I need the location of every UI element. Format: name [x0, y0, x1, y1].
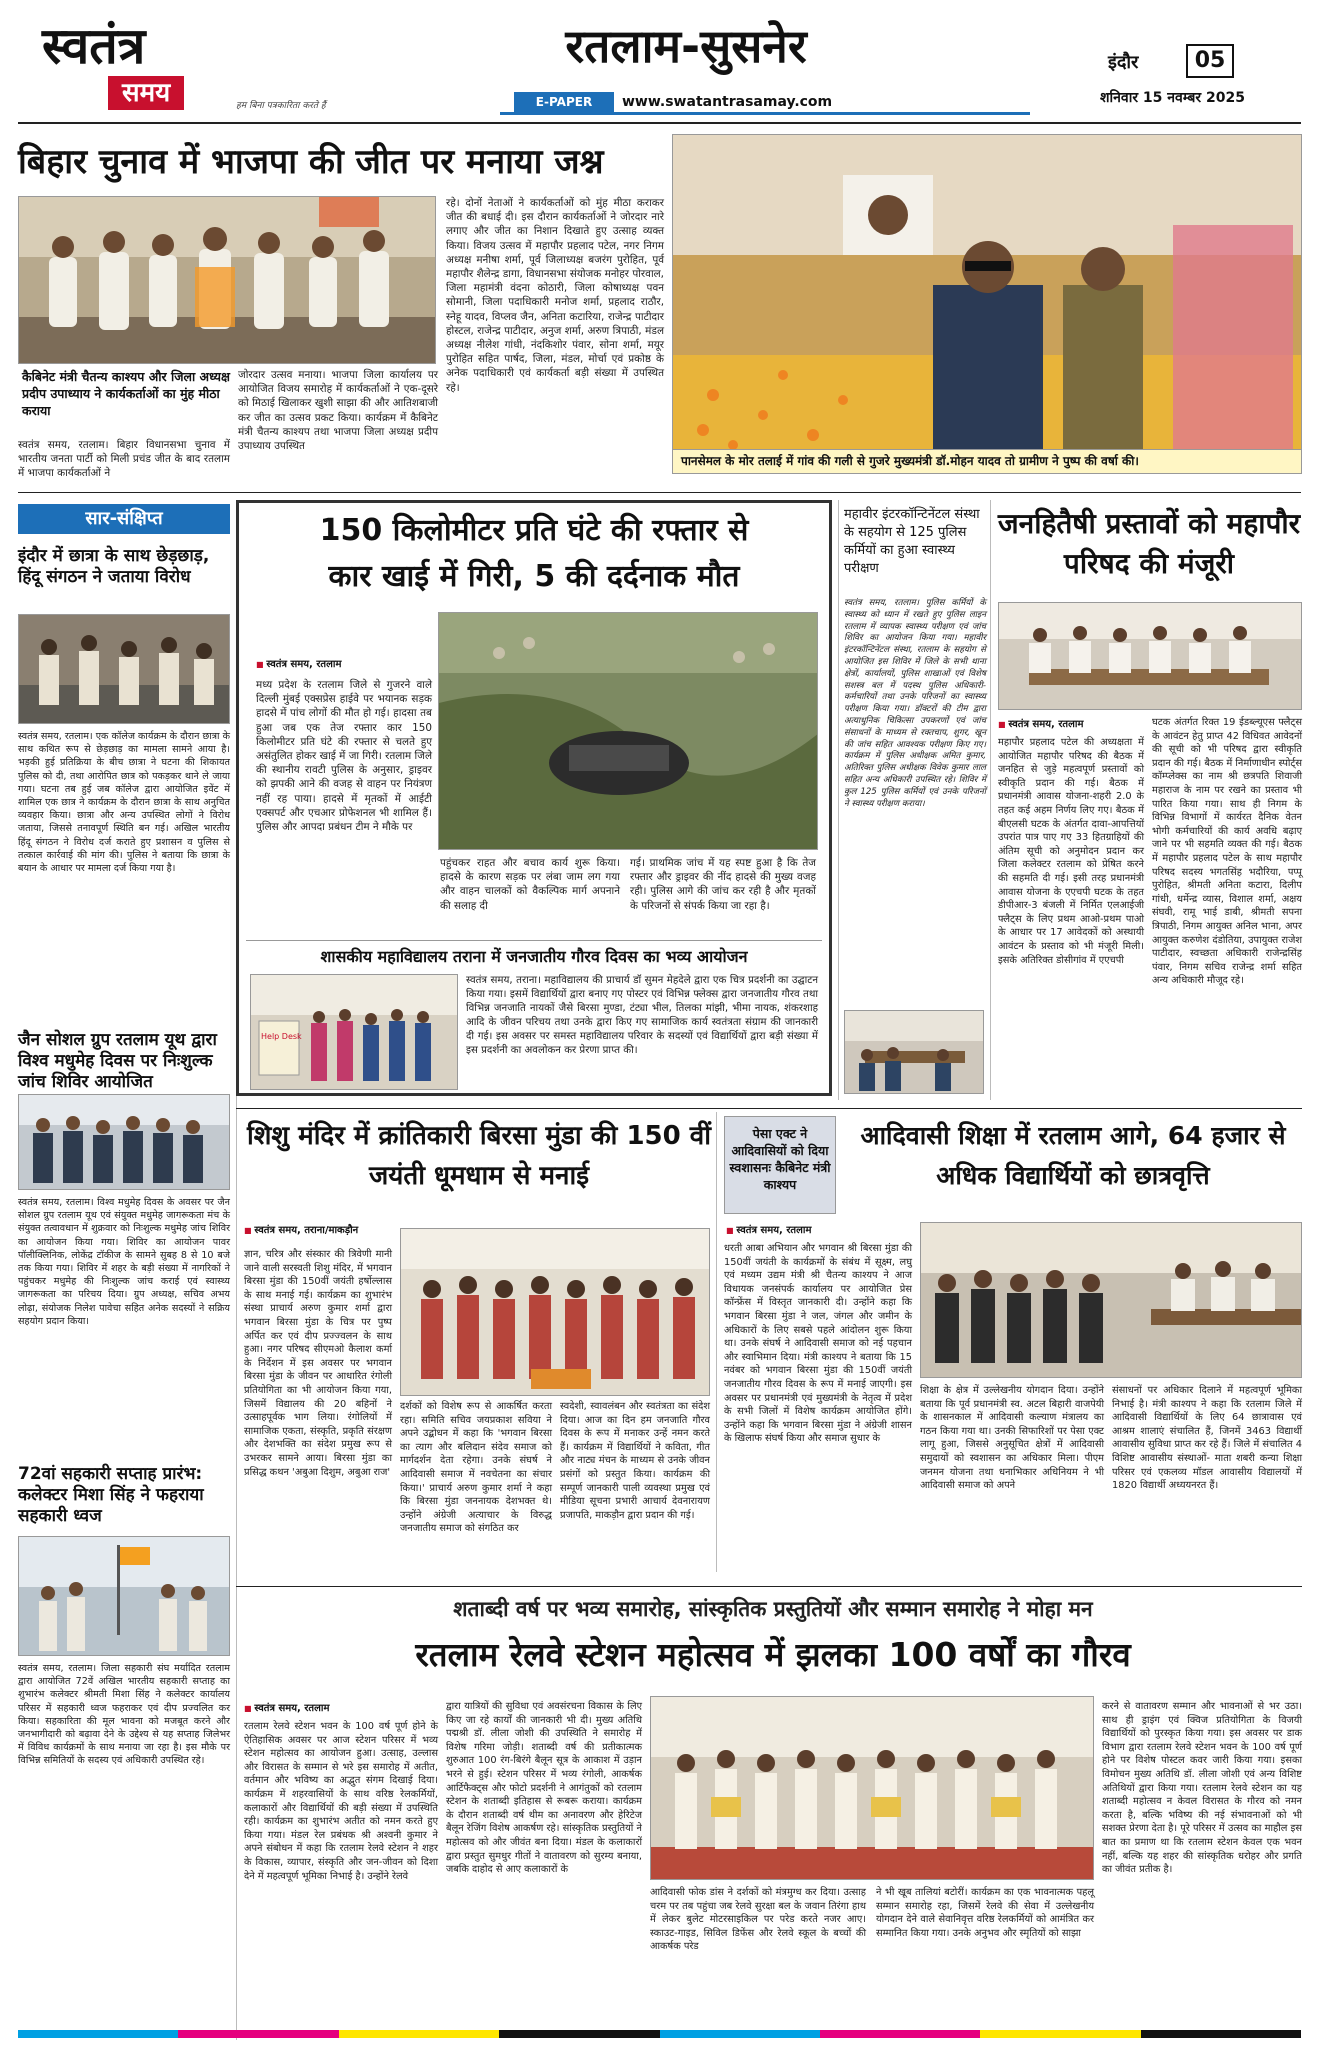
page-number: 05	[1186, 44, 1234, 78]
print-color-strip	[18, 2030, 1301, 2038]
exhibition-image	[251, 975, 458, 1090]
city-label: इंदौर	[1108, 52, 1139, 73]
health-camp-image	[19, 1095, 230, 1190]
mayor-photo	[998, 602, 1302, 710]
scholarship-col2: शिक्षा के क्षेत्र में उल्लेखनीय योगदान दिया। उन्होंने बताया कि पूर्व प्रधानमंत्री स्व. अटल बिहारी वाजपेयी के शासनकाल में आदिवासी कल्याण मंत्रालय का गठन किया गया था। उनकी सिफारिशों पर पेसा एक्ट लागू हुआ, जिससे अनुसूचित क्षेत्रों में आदिवासी समुदायों को स्वशासन का अधिकार मिला। पीएम जनमन योजना तथा धनाभिकार अधिनियम ने भी आदिवासी समाज को अपने	[920, 1385, 1104, 1492]
health-checkup-image	[845, 1011, 984, 1094]
birsa-col1: ज्ञान, चरित्र और संस्कार की त्रिवेणी मानी जाने वाली सरस्वती शिशु मंदिर, में भगवान बिरसा मुंडा की 150वीं जयंती हर्षोल्लास के साथ मनाई गई। कार्यक्रम का शुभारंभ संस्था प्राचार्य अरुण कुमार शर्मा द्वारा भगवान बिरसा मुंडा के चित्र पर पुष्प अर्पित कर एवं दीप प्रज्ज्वलन के साथ हुआ। नगर परिषद सीएमओ कैलाश कर्मा के निर्देशन में इस अवसर पर भगवान बिरसा मुंडा के जीवन पर आधारित रंगोली प्रतियोगिता का भी आयोजन किया गया, जिसमें विद्यालय की 20 बहिनों ने उत्साहपूर्वक भाग लिया। रंगोलियों में सामाजिक एकता, संस्कृति, प्रकृति संरक्षण और देशभक्ति का संदेश प्रमुख रूप से उभरकर सामने आया। बिरसा मुंडा का प्रसिद्ध कथन 'अबुआ दिशुम, अबुआ राज'	[244, 1249, 392, 1478]
website-link[interactable]: www.swatantrasamay.com	[622, 94, 833, 110]
magenta-swatch	[178, 2030, 338, 2038]
cm-flower-shower-image	[673, 135, 1302, 474]
birsa-byline: ■ स्वतंत्र समय, तराना/माकड़ौन	[244, 1222, 358, 1236]
black-swatch-2	[1141, 2030, 1301, 2038]
railway-col2: द्वारा यात्रियों की सुविधा एवं अवसंरचना विकास के लिए किए जा रहे कार्यों की जानकारी भी दी। मुख्य अतिथि पद्मश्री डॉ. लीला जोशी की उपस्थिति ने समारोह में विशेष गरिमा जोड़ी। शताब्दी वर्ष की प्रतीकात्मक शुरुआत 100 रंग-बिरंगे बैलून सूत्र के आकाश में उड़ान भरने से हुई। स्टेशन परिसर में भव्य रंगोली, आकर्षक आर्टिफैक्ट्स और फोटो प्रदर्शनी ने आगंतुकों को रतलाम स्टेशन के शताब्दी इतिहास से रूबरू कराया। कार्यक्रम के दौरान शताब्दी वर्ष थीम का अनावरण और हेरिटेज बैलून रेजिंग विशेष आकर्षण रहे। सांस्कृतिक प्रस्तुतियों ने महोत्सव को और जीवंत बना दिया। मंडल के कलाकारों द्वारा प्रस्तुत सुमधुर गीतों ने वातावरण को सुरम्य बनाया, जबकि दाहोद से आए कलाकारों के	[446, 1701, 642, 1876]
issue-date: शनिवार 15 नवम्बर 2025	[1100, 90, 1245, 106]
tarana-headline: शासकीय महाविद्यालय तराना में जनजातीय गौरव दिवस का भव्य आयोजन	[320, 947, 748, 966]
accident-headline-line1: 150 किलोमीटर प्रति घंटे की रफ्तार से	[319, 513, 749, 548]
cm-photo	[672, 134, 1302, 474]
scholarship-col1: धरती आबा अभियान और भगवान श्री बिरसा मुंडा की 150वीं जयंती के कार्यक्रमों के संबंध में सूक्ष्म, लघु एवं मध्यम उद्यम मंत्री श्री चैतन्य काश्यप ने आज विधायक जनसंपर्क कार्यालय पर आयोजित प्रेस कॉन्फ्रेंस में विस्तृत जानकारी दी। उन्होंने कहा कि भगवान बिरसा मुंडा ने जल, जंगल और जमीन के अधिकारों के लिए सबसे पहले आंदोलन शुरू किया था। उनके संघर्ष ने आदिवासी समाज को नई पहचान और स्वाभिमान दिया। मंत्री काश्यप ने बताया कि 15 नवंबर को भगवान बिरसा मुंडा की 150वीं जयंती जनजातीय गौरव दिवस के रूप में मनाई जाएगी। इस अवसर पर प्रधानमंत्री एवं मुख्यमंत्री के नेतृत्व में प्रदेश के सभी जिलों में विशेष कार्यक्रम आयोजित होंगे। उन्होंने कहा कि भगवान बिरसा मुंडा ने अंग्रेजी शासन के खिलाफ संघर्ष किया और समाज सुधार के	[724, 1243, 912, 1445]
accident-headline-line2: कार खाई में गिरी, 5 की दर्दनाक मौत	[328, 559, 740, 594]
car-in-ditch-image	[439, 613, 818, 850]
railway-col5: करने से वातावरण सम्मान और भावनाओं से भर उठा। साथ ही ड्राइंग एवं क्विज प्रतियोगिता के विजयी विद्यार्थियों को पुरस्कृत किया गया। इस अवसर पर डाक विभाग द्वारा रतलाम रेलवे स्टेशन भवन के 100 वर्ष पूर्ण होने पर विशेष पोस्टल कवर जारी किया गया। इसका विमोचन मुख्य अतिथि डॉ. लीला जोशी एवं अन्य विशिष्ट अतिथियों द्वारा किया गया। रतलाम रेलवे स्टेशन का यह शताब्दी महोत्सव न केवल विरासत के गौरव को नमन करता है, बल्कि भविष्य की नई संभावनाओं को भी सशक्त प्रेरणा देता है। पूरे परिसर में उत्सव का माहौल इस बात का प्रमाण था कि रतलाम स्टेशन केवल एक भवन नहीं, बल्कि यह शहर की सांस्कृतिक धरोहर और प्रगति का जीवंत प्रतीक है।	[1102, 1701, 1302, 1876]
police-body: स्वतंत्र समय, रतलाम। पुलिस कर्मियों के स्वास्थ्य को ध्यान में रखते हुए पुलिस लाइन रतलाम में व्यापक स्वास्थ्य परीक्षण एवं जांच शिविर का आयोजन किया गया। महावीर इंटरकॉन्टिनेंटल संस्था, रतलाम के सहयोग से आयोजित इस शिविर में जिले के सभी थाना क्षेत्रों, कार्यालयों, पुलिस शाखाओं एवं विशेष सशस्त्र बल में पदस्थ पुलिस अधिकारी-कर्मचारियों तथा उनके परिजनों का स्वास्थ्य परीक्षण किया गया। डॉक्टरों की टीम द्वारा अत्याधुनिक चिकित्सा उपकरणों एवं जांच संसाधनों के माध्यम से रक्तचाप, शुगर, खून की जांच सहित आवश्यक परीक्षण किए गए। कार्यक्रम में पुलिस अधीक्षक अमित कुमार, अतिरिक्त पुलिस अधीक्षक विवेक कुमार लाल सहित अन्य अधिकारी उपस्थित रहे। शिविर में कुल 125 पुलिस कर्मियों एवं उनके परिजनों ने स्वास्थ्य परीक्षण कराया।	[844, 598, 986, 809]
sidebar-s2-photo	[18, 1094, 230, 1190]
scholarship-headline: आदिवासी शिक्षा में रतलाम आगे, 64 हजार से अधिक विद्यार्थियों को छात्रवृत्ति	[860, 1121, 1286, 1190]
flag-hoisting-image	[19, 1537, 230, 1656]
students-image	[401, 1229, 710, 1396]
tarana-body: स्वतंत्र समय, तराना। महाविद्यालय की प्राचार्य डॉ सुमन मेहदेले द्वारा एक चित्र प्रदर्शनी का उद्घाटन किया गया। इसमें विद्यार्थियों द्वारा बनाए गए पोस्टर एवं विभिन्न फ्लेक्स द्वारा जनजातीय गौरव तथा विभिन्न जनजाति नायकों जैसे बिरसा मुण्डा, टंट्या भील, तिलका मांझी, भीमा नायक, शंकरशाह आदि के जीवन परिचय तथा उनके द्वारा किए गए सामाजिक कार्य स्वतंत्रता संग्राम की जानकारी दी गई। इस अवसर पर समस्त महाविद्यालय परिवार के सदस्यों एवं विद्यार्थियों द्वारा बड़ी संख्या में इस प्रदर्शनी का अवलोकन कर प्रेरणा प्राप्त की।	[466, 975, 818, 1056]
bihar-col2: जोरदार उत्सव मनाया। भाजपा जिला कार्यालय पर आयोजित विजय समारोह में कार्यकर्ताओं ने एक-दूसरे को मिठाई खिलाकर खुशी साझा की और आतिशबाजी कर जीत का उत्सव प्रकट किया। कार्यक्रम में कैबिनेट मंत्री चैतन्य काश्यप तथा भाजपा जिला अध्यक्ष प्रदीप उपाध्याय उपस्थित	[238, 369, 438, 453]
yellow-swatch	[339, 2030, 499, 2038]
accident-col2: पहुंचकर राहत और बचाव कार्य शुरू किया। हादसे के कारण सड़क पर लंबा जाम लग गया और वाहन चालकों को वैकल्पिक मार्ग अपनाने की सलाह दी	[440, 857, 620, 912]
accident-photo	[438, 612, 818, 850]
press-conference-image	[921, 1223, 1302, 1378]
mayor-headline: जनहितैषी प्रस्तावों को महापौर परिषद की मंजूरी	[997, 507, 1301, 580]
bihar-headline: बिहार चुनाव में भाजपा की जीत पर मनाया जश्न	[18, 142, 604, 182]
police-divider-left	[838, 500, 839, 1100]
black-swatch	[499, 2030, 659, 2038]
masthead-rule	[500, 112, 1030, 115]
epaper-label: E-PAPER	[514, 92, 614, 112]
sidebar-s3-body: स्वतंत्र समय, रतलाम। जिला सहकारी संघ मर्यादित रतलाम द्वारा आयोजित 72वें अखिल भारतीय सहकारी सप्ताह का शुभारंभ कलेक्टर श्रीमती मिशा सिंह ने कलेक्टर कार्यालय परिसर में सहकारी ध्वज फहराकर एवं दीप प्रज्वलित कर किया। सहकारिता की मूल भावना को मजबूत करने और जनभागीदारी को बढ़ावा देने के उद्देश्य से यह सप्ताह जिलेभर में विविध कार्यक्रमों के साथ मनाया जा रहा है। इस मौके पर विभिन्न समितियों के सदस्य एवं अधिकारी उपस्थित रहे।	[18, 1663, 230, 1767]
railway-photo	[650, 1696, 1094, 1880]
railway-headline: रतलाम रेलवे स्टेशन महोत्सव में झलका 100 वर्षों का गौरव	[415, 1635, 1131, 1674]
sidebar-s3-photo	[18, 1536, 230, 1656]
logo-bottom: समय	[108, 76, 184, 110]
birsa-divider	[716, 1112, 717, 1572]
protest-image	[19, 615, 230, 724]
bihar-col1: स्वतंत्र समय, रतलाम। बिहार विधानसभा चुनाव में भारतीय जनता पार्टी को मिली प्रचंड जीत के बाद रतलाम में भाजपा कार्यकर्ताओं ने	[18, 439, 230, 480]
sidebar-s1-headline: इंदौर में छात्रा के साथ छेड़छाड़, हिंदू संगठन ने जताया विरोध	[18, 546, 210, 587]
railway-byline: ■ स्वतंत्र समय, रतलाम	[244, 1700, 329, 1714]
accident-col1: मध्य प्रदेश के रतलाम जिले से गुजरने वाले दिल्ली मुंबई एक्सप्रेस हाईवे पर भयानक सड़क हादसे में पांच लोगों की मौत हो गई। हादसा तब हुआ जब एक तेज रफ्तार कार 150 किलोमीटर प्रति घंटे की रफ्तार से चलते हुए असंतुलित होकर खाई में जा गिरी। रतलाम जिले की स्थानीय रावटी पुलिस के अनुसार, ड्राइवर को झपकी आने की वजह से वाहन पर नियंत्रण नहीं रह पाया। हादसे में मृतकों में आईटी एक्सपर्ट और एचआर प्रोफेशनल भी शामिल हैं। पुलिस और आपदा प्रबंधन टीम ने मौके पर	[256, 679, 432, 834]
help-desk-sign: Help Desk	[261, 1032, 302, 1041]
council-meeting-image	[999, 603, 1302, 710]
mayor-col1: महापौर प्रहलाद पटेल की अध्यक्षता में आयोजित महापौर परिषद की बैठक में जनहित से जुड़े महत्वपूर्ण प्रस्तावों को स्वीकृति प्रदान की गई। बैठक में प्रधानमंत्री आवास योजना-शहरी 2.0 के तहत कई अहम निर्णय लिए गए। बैठक में बीएलसी घटक के अंतर्गत दावा-आपत्तियों उपरांत पात्र पाए गए 33 हितग्राहियों की अंतिम सूची को अनुमोदन प्रदान कर जिला कलेक्टर रतलाम को प्रेषित करने की सहमति दी गई। इसी तरह प्रधानमंत्री आवास योजना के एएचपी घटक के तहत डीपीआर-3 बंजली में निर्मित एलआईजी फ्लैट्स के लिए प्रथम आओ-प्रथम पाओ के आधार पर 17 आवेदकों को अस्थायी आवंटन के प्रस्ताव को भी मंजूरी मिली। इसके अतिरिक्त डोसीगांव में एएचपी	[998, 737, 1144, 966]
police-photo	[844, 1010, 984, 1094]
logo-top: स्वतंत्र	[42, 16, 146, 75]
tagline: हम बिना पत्रकारिता करते हैं	[236, 101, 326, 111]
mayor-byline: ■ स्वतंत्र समय, रतलाम	[998, 716, 1083, 730]
section-rule-2	[236, 1108, 1302, 1109]
magenta-swatch-2	[820, 2030, 980, 2038]
scholarship-byline: ■ स्वतंत्र समय, रतलाम	[726, 1222, 811, 1236]
logo	[38, 16, 218, 112]
masthead-bottom-rule	[18, 122, 1301, 124]
scholarship-col3: संसाधनों पर अधिकार दिलाने में महत्वपूर्ण भूमिका निभाई है। मंत्री काश्यप ने कहा कि रतलाम जिले में आदिवासी विद्यार्थियों के लिए 64 छात्रावास एवं आश्रम शालाएं संचालित हैं, जिनमें 3463 विद्यार्थी आवासीय सुविधा प्राप्त कर रहे हैं। जिले में संचालित 4 विशिष्ट आवासीय संस्थाओं- माता शबरी कन्या शिक्षा परिसर एवं एकलव्य मॉडल आवासीय विद्यालयों में 1820 विद्यार्थी अध्ययनरत हैं।	[1112, 1385, 1302, 1492]
sidebar-s1-photo	[18, 614, 230, 724]
police-headline: महावीर इंटरकॉन्टिनेंटल संस्था के सहयोग से 125 पुलिस कर्मियों का हुआ स्वास्थ्य परीक्षण	[844, 507, 980, 576]
section-rule-1	[18, 492, 1301, 493]
scholarship-photo	[920, 1222, 1302, 1378]
tarana-photo	[250, 974, 458, 1090]
felicitation-ceremony-image	[651, 1697, 1094, 1880]
railway-col3: आदिवासी फोक डांस ने दर्शकों को मंत्रमुग्ध कर दिया। उत्साह चरम पर तब पहुंचा जब रेलवे सुरक्षा बल के जवान तिरंगा हाथ में लेकर बुलेट मोटरसाइकिल पर परेड करते नजर आए। स्काउट-गाइड, सिविल डिफेंस और रेलवे स्कूल के बच्चों की आकर्षक परेड	[650, 1887, 866, 1953]
accident-col3: गई। प्राथमिक जांच में यह स्पष्ट हुआ है कि तेज रफ्तार और ड्राइवर की नींद हादसे की मुख्य वजह रही। पुलिस आगे की जांच कर रही है और मृतकों के परिजनों से संपर्क किया जा रहा है।	[630, 857, 816, 912]
birsa-col3: स्वदेशी, स्वावलंबन और स्वतंत्रता का संदेश दिया। आज का दिन हम जनजाति गौरव दिवस के रूप में मनाकर उन्हें नमन करते हैं। कार्यक्रम में विद्यार्थियों ने कविता, गीत और नाट्य मंचन के माध्यम से उनके जीवन प्रसंगों को प्रस्तुत किया। कार्यक्रम की सम्पूर्ण जानकारी पाली व्यवस्था प्रमुख एवं मीडिया सूचना प्रभारी आचार्य देवनारायण प्रजापति, माकड़ौन द्वारा प्रदान की गई।	[560, 1401, 710, 1521]
bihar-photo	[18, 196, 436, 364]
mayor-col2: घटक अंतर्गत रिक्त 19 ईडब्ल्यूएस फ्लैट्स के आवंटन हेतु प्राप्त 42 विधिवत आवेदनों की सूची को भी परिषद द्वारा स्वीकृति प्रदान की गई। बैठक में निर्माणाधीन स्पोर्ट्स कॉम्प्लेक्स का नाम श्री छत्रपति शिवाजी महाराज के नाम पर रखने का प्रस्ताव भी पारित किया गया। साथ ही निगम के विभिन्न विभागों में कार्यरत दैनिक वेतन भोगी कर्मचारियों की कार्य अवधि बढ़ाए जाने पर भी सहमति व्यक्त की गई। बैठक में महापौर प्रहलाद पटेल के साथ महापौर परिषद सदस्य भगतसिंह भदौरिया, पप्पू पुरोहित, श्रीमती अनिता कटारा, दिलीप गांधी, धर्मेन्द्र व्यास, विशाल शर्मा, अक्षय संघवी, रामू भाई डाबी, श्रीमती सपना त्रिपाठी, निगम आयुक्त अनिल भाना, अपर आयुक्त करुणेश दंडोतिया, उपायुक्त राजेश पाटीदार, स्वच्छता अधिकारी राजेन्द्रसिंह पंवार, निगम सचिव राजेन्द्र शर्मा सहित अन्य अधिकारी मौजूद रहे।	[1152, 717, 1302, 987]
cyan-swatch	[18, 2030, 178, 2038]
birsa-col2: दर्शकों को विशेष रूप से आकर्षित करता रहा। समिति सचिव जयप्रकाश सविया ने अपने उद्बोधन में कहा कि 'भगवान बिरसा का त्याग और बलिदान संदेव समाज को मार्गदर्शन देता रहेगा। उनके संघर्ष ने आदिवासी समाज में नवचेतना का संचार किया।' प्राचार्य अरुण कुमार शर्मा ने कहा कि बिरसा मुंडा जननायक देशभक्त थे। उन्होंने अंग्रेजी अत्याचार के विरुद्ध जनजातीय समाज को संगठित कर	[400, 1401, 552, 1535]
cm-photo-caption: पानसेमल के मोर तलाई में गांव की गली से गुजरे मुख्यमंत्री डॉ.मोहन यादव तो ग्रामीण ने पुष्प की वर्षा की।	[681, 454, 1139, 468]
mayor-divider-left	[990, 500, 991, 1100]
masthead	[0, 0, 1319, 120]
sidebar-title: सार-संक्षिप्त	[18, 504, 230, 534]
accident-byline: ■ स्वतंत्र समय, रतलाम	[256, 656, 341, 670]
birsa-headline: शिशु मंदिर में क्रांतिकारी बिरसा मुंडा की 150 वीं जयंती धूमधाम से मनाई	[247, 1121, 711, 1191]
tarana-rule	[246, 940, 822, 941]
sidebar-s2-body: स्वतंत्र समय, रतलाम। विश्व मधुमेह दिवस के अवसर पर जैन सोशल ग्रुप रतलाम यूथ एवं संयुक्त मधुमेह जागरूकता मंच के संयुक्त तत्वावधान में शुक्रवार को निःशुल्क मधुमेह जांच शिविर का आयोजन किया गया। शिविर का आयोजन पावर पॉलीक्लिनिक, लोकेंद्र टॉकीज के सामने सुबह 8 से 10 बजे तक किया गया। शिविर में शहर के बड़ी संख्या में नागरिकों ने पहुंचकर मधुमेह की निःशुल्क जांच कराई एवं स्वास्थ्य जागरूकता का परिचय दिया। ग्रुप अध्यक्ष, सचिव अभय लोढ़ा, संयोजक निलेश पावेचा सहित अनेक सदस्यों ने सक्रिय सहयोग प्रदान किया।	[18, 1197, 230, 1327]
sidebar-s1-body: स्वतंत्र समय, रतलाम। एक कॉलेज कार्यक्रम के दौरान छात्रा के साथ कथित रूप से छेड़छाड़ का मामला सामने आया है। भड़की हुई प्रतिक्रिया के बीच छात्रा ने घटना की शिकायत पुलिस को दी, तथा आरोपित छात्र को पकड़कर थाने ले जाया गया। घटना तब हुई जब कॉलेज द्वारा आयोजित इवेंट में शामिल एक छात्र ने कार्यक्रम के दौरान छात्रा के साथ अनुचित व्यवहार किया। छात्रा और अन्य उपस्थित लोगों ने विरोध जताया, जिससे तनावपूर्ण स्थिति बन गई। अखिल भारतीय हिंदू संगठन ने विरोध दर्ज कराते हुए प्रशासन व पुलिस से तत्काल कार्रवाई की मांग की। पुलिस ने बताया कि छात्रा के बयान के आधार पर मामला दर्ज किया गया है।	[18, 731, 230, 875]
railway-col4: ने भी खूब तालियां बटोरीं। कार्यक्रम का एक भावनात्मक पहलू सम्मान समारोह रहा, जिसमें रेलवे की सेवा में उल्लेखनीय योगदान देने वाले सेवानिवृत्त वरिष्ठ रेलकर्मियों को आमंत्रित कर सम्मानित किया गया। उनके अनुभव और स्मृतियों को साझा	[876, 1887, 1094, 1939]
sidebar-s3-headline: 72वां सहकारी सप्ताह प्रारंभ: कलेक्टर मिशा सिंह ने फहराया सहकारी ध्वज	[18, 1464, 204, 1526]
birsa-photo	[400, 1228, 710, 1396]
pesa-box: पेसा एक्ट ने आदिवासियों को दिया स्वशासनः कैबिनेट मंत्री काश्यप	[724, 1116, 836, 1214]
edition-title: रतलाम-सुसनेर	[565, 19, 807, 73]
bihar-col3: रहे। दोनों नेताओं ने कार्यकर्ताओं को मुंह मीठा कराकर जीत की बधाई दी। इस दौरान कार्यकर्ताओं ने जोरदार नारे लगाए और जीत का निशान दिखाते हुए उत्साह व्यक्त किया। विजय उत्सव में महापौर प्रहलाद पटेल, नगर निगम अध्यक्ष मनीषा शर्मा, पूर्व जिलाध्यक्ष बजरंग पुरोहित, पूर्व महापौर शैलेन्द्र डागा, विधानसभा संयोजक मनोहर पोरवाल, जिला महामंत्री वंदना कोठारी, जिला कोषाध्यक्ष पवन सोमानी, जिला पदाधिकारी मनोज शर्मा, प्रहलाद राठौर, स्नेहू यादव, विप्लव जैन, अनिता कटारिया, राजेन्द्र पाटीदार होस्टल, राजेन्द्र पाटीदार, अनुज शर्मा, अरुण त्रिपाठी, मंडल अध्यक्ष नीलेश गांधी, नंदकिशोर पंवार, सोना शर्मा, मयूर पुरोहित सहित पार्षद, जिला, मंडल, मोर्चा एवं प्रकोष्ठ के अनेक पदाधिकारी एवं कार्यकर्ता बड़ी संख्या में उपस्थित रहे।	[446, 197, 664, 394]
section-rule-3	[236, 1586, 1302, 1587]
sidebar-s2-headline: जैन सोशल ग्रुप रतलाम यूथ द्वारा विश्व मधुमेह दिवस पर निःशुल्क जांच शिविर आयोजित	[18, 1030, 217, 1092]
bihar-crowd-image	[19, 197, 436, 364]
railway-subhead: शताब्दी वर्ष पर भव्य समारोह, सांस्कृतिक प्रस्तुतियों और सम्मान समारोह ने मोहा मन	[453, 1597, 1093, 1621]
yellow-swatch-2	[980, 2030, 1140, 2038]
cyan-swatch-2	[660, 2030, 820, 2038]
bihar-photo-caption: कैबिनेट मंत्री चैतन्य काश्यप और जिला अध्यक्ष प्रदीप उपाध्याय ने कार्यकर्ताओं का मुंह मीठा कराया	[22, 369, 231, 418]
railway-col1: रतलाम रेलवे स्टेशन भवन के 100 वर्ष पूर्ण होने के ऐतिहासिक अवसर पर आज स्टेशन परिसर में भव्य स्टेशन महोत्सव का आयोजन हुआ। उत्साह, उल्लास और विरासत के सम्मान से भरे इस समारोह में अतीत, वर्तमान और भविष्य का अद्भुत संगम दिखाई दिया। कार्यक्रम में शहरवासियों के साथ वरिष्ठ रेलकर्मियों, कलाकारों और विद्यार्थियों की बड़ी संख्या में उपस्थिति रही। कार्यक्रम का शुभारंभ अतीत को नमन करते हुए किया गया। मंडल रेल प्रबंधक श्री अश्वनी कुमार ने अपने संबोधन में कहा कि रतलाम रेलवे स्टेशन ने शहर के विकास, व्यापार, संस्कृति और जन-जीवन को दिशा देने में महत्वपूर्ण भूमिका निभाई है। उन्होंने रेलवे	[244, 1721, 438, 1882]
